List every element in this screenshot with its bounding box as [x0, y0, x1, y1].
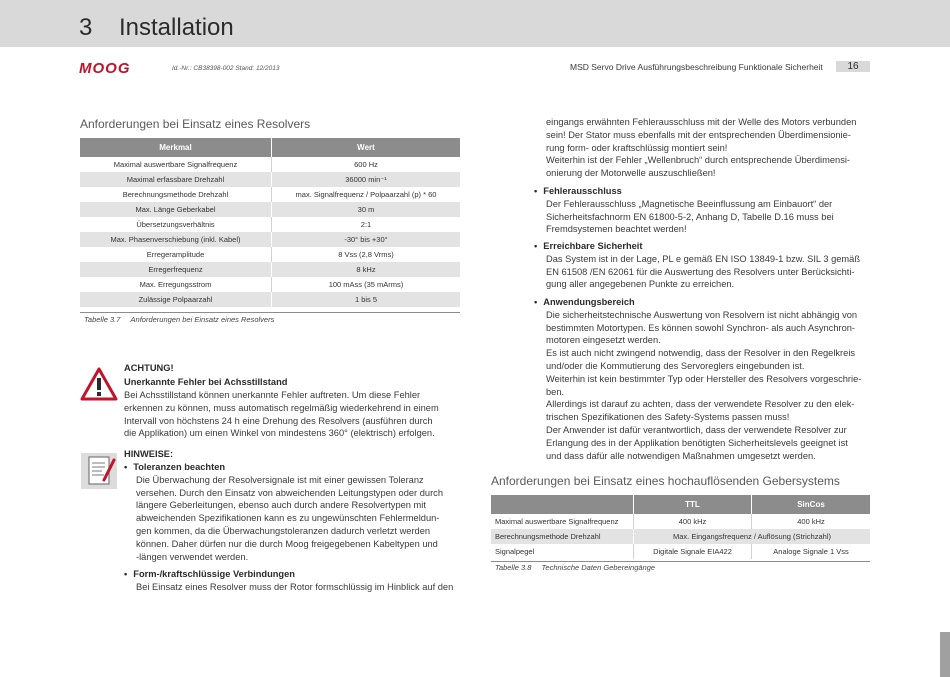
table-header-wert: Wert: [272, 138, 461, 157]
table-cell: 400 kHz: [752, 514, 871, 529]
table-row: [80, 187, 460, 202]
table-row: [80, 262, 460, 277]
text-line: Sicherheitsfachnorm EN 61800-5-2, Anhang D, Tabelle D.16 muss bei: [546, 211, 834, 222]
chapter-number: 3: [79, 14, 93, 41]
table-cell: 8 Vss (2,8 Vrms): [272, 247, 461, 262]
text-line: sein! Der Stator muss ebenfalls mit der entsprechenden Überdimensionie-: [546, 129, 851, 140]
table-row: [491, 529, 870, 544]
note-label: HINWEISE:: [124, 449, 174, 459]
bullet-item: [534, 185, 879, 236]
note-item: [124, 568, 469, 594]
table-cell: 8 kHz: [272, 262, 461, 277]
text-line: Erlangung des in der Applikation benötigten Sicherheitslevels geeignet ist: [546, 437, 848, 448]
table-cell: Max. Phasenverschiebung (inkl. Kabel): [80, 232, 272, 247]
bullet-dot: •: [124, 569, 128, 579]
text-line: erkennen zu können, muss automatisch regelmäßig wiederkehrend in einem: [124, 402, 439, 413]
encoder-section-heading: Anforderungen bei Einsatz eines hochauflösenden Gebersystems: [491, 474, 840, 488]
text-line: Der Anwender ist dafür verantwortlich, dass der verwendete Resolver zur: [546, 424, 847, 435]
bullet-item: [534, 240, 879, 291]
table-cell: 36000 min⁻¹: [272, 172, 461, 187]
caption-text: Anforderungen bei Einsatz eines Resolvers: [130, 315, 275, 324]
table-header-empty: [491, 495, 634, 514]
page-number: 16: [836, 61, 870, 72]
table-cell: 30 m: [272, 202, 461, 217]
text-line: und/oder die Kommutierung des Servoreglers eingebunden ist.: [546, 360, 805, 371]
bullet-body: [546, 253, 879, 291]
warning-title: Unerkannte Fehler bei Achsstillstand: [124, 377, 288, 387]
document-title: MSD Servo Drive Ausführungsbeschreibung Funktionale Sicherheit: [570, 62, 823, 72]
text-line: die Applikation) um einen Winkel von mindestens 360° (elektrisch) erfolgen.: [124, 428, 435, 439]
bullet-body: [546, 198, 879, 236]
table-row: [491, 514, 870, 529]
table-bottom-rule: [80, 312, 460, 313]
text-line: gen kommen, da die Überwachungstoleranzen dadurch verletzt werden: [136, 525, 431, 536]
table-cell: Übersetzungsverhältnis: [80, 217, 272, 232]
table-bottom-rule: [491, 561, 870, 562]
text-line: Die Überwachung der Resolversignale ist mit einer gewissen Toleranz: [136, 474, 424, 485]
chapter-title: Installation: [119, 14, 234, 41]
text-line: Weiterhin ist der Fehler „Wellenbruch“ durch entsprechende Überdimensi-: [546, 155, 851, 166]
text-line: versehen. Durch den Einsatz von abweichenden Leitungstypen oder durch: [136, 487, 443, 498]
table-row: [80, 292, 460, 307]
text-line: trischen Spezifikationen des Safety-Systems passen muss!: [546, 412, 790, 423]
text-line: längere Geberleitungen, ebenso auch durch andere Resolvertypen mit: [136, 500, 426, 511]
table-cell: 400 kHz: [634, 514, 752, 529]
text-line: können. Daher dürfen nur die durch Moog freigegebenen Kabeltypen und: [136, 538, 438, 549]
text-line: Der Fehlerausschluss „Magnetische Beeinflussung am Einbauort“ der: [546, 198, 833, 209]
text-line: ben.: [546, 386, 565, 397]
table-cell: 100 mAss (35 mArms): [272, 277, 461, 292]
warning-triangle-icon: [80, 367, 118, 401]
text-line: Es ist auch nicht zwingend notwendig, dass der Resolver in den Regelkreis: [546, 348, 856, 359]
moog-logo: MOOG: [79, 60, 131, 77]
table-cell: Maximal auswertbare Signalfrequenz: [491, 514, 634, 529]
intro-continuation: [546, 116, 876, 180]
text-line: bestimmten Motortypen. Es können sowohl Synchron- als auch Asynchron-: [546, 322, 856, 333]
table-cell: -30° bis +30°: [272, 232, 461, 247]
text-line: Die sicherheitstechnische Auswertung von Resolvern ist nicht abhängig von: [546, 309, 858, 320]
table-cell: 2:1: [272, 217, 461, 232]
table-row: [491, 544, 870, 559]
document-id: Id.-Nr.: CB38398-002 Stand: 12/2013: [172, 65, 280, 72]
text-line: rung form- oder kraftschlüssig montiert sein!: [546, 142, 728, 153]
text-line: abweichenden Spezifikationen kann es zu ungewünschten Fehlermeldun-: [136, 513, 440, 524]
table-cell: Max. Länge Geberkabel: [80, 202, 272, 217]
table-cell: 600 Hz: [272, 157, 461, 172]
warning-body: [124, 389, 469, 440]
chapter-side-tab: [940, 632, 950, 677]
bullet-dot: •: [124, 462, 128, 472]
note-item-title: Form-/kraftschlüssige Verbindungen: [133, 569, 295, 579]
table-cell: Max. Eingangsfrequenz / Auflösung (Strichzahl): [634, 529, 871, 544]
text-line: und dass dafür alle notwendigen Maßnahmen umgesetzt werden.: [546, 450, 816, 461]
table-cell: max. Signalfrequenz / Polpaarzahl (p) * 60: [272, 187, 461, 202]
table-cell: Erregeramplitude: [80, 247, 272, 262]
text-line: Das System ist in der Lage, PL e gemäß EN ISO 13849-1 bzw. SIL 3 gemäß: [546, 253, 861, 264]
text-line: onierung der Motorwelle auszuschließen!: [546, 168, 716, 179]
table-caption: [84, 315, 274, 324]
warning-label: ACHTUNG!: [124, 363, 174, 373]
table-cell: Max. Erregungsstrom: [80, 277, 272, 292]
table-cell: Berechnungsmethode Drehzahl: [491, 529, 634, 544]
bullet-dot: •: [534, 186, 538, 196]
table-cell: Maximal auswertbare Signalfrequenz: [80, 157, 272, 172]
note-item-title: Toleranzen beachten: [133, 462, 226, 472]
caption-number: Tabelle 3.7: [84, 315, 121, 324]
table-cell: Berechnungsmethode Drehzahl: [80, 187, 272, 202]
text-line: Intervall von höchstens 24 h eine Drehung des Resolvers (ausführen durch: [124, 415, 433, 426]
table-row: [80, 277, 460, 292]
bullet-item: [534, 296, 879, 462]
text-line: gung aller angegebenen Punkte zu erreichen.: [546, 279, 735, 290]
text-line: motoren eingesetzt werden.: [546, 335, 661, 346]
bullet-dot: •: [534, 297, 538, 307]
text-line: EN 61508 /EN 62061 für die Auswertung des Resolvers unter Berücksichti-: [546, 266, 855, 277]
text-line: Bei Achsstillstand können unerkannte Fehler auftreten. Um diese Fehler: [124, 390, 421, 400]
text-line: Bei Einsatz eines Resolver muss der Rotor formschlüssig im Hinblick auf den: [136, 581, 454, 592]
text-line: eingangs erwähnten Fehlerausschluss mit der Welle des Motors verbunden: [546, 117, 857, 127]
caption-number: Tabelle 3.8: [495, 563, 532, 572]
table-row: [80, 172, 460, 187]
table-row: [80, 202, 460, 217]
note-item: [124, 461, 469, 563]
bullet-title: Anwendungsbereich: [543, 297, 635, 307]
note-item-body: [136, 474, 469, 564]
table-row: [80, 217, 460, 232]
table-caption: [495, 563, 655, 572]
table-cell: Digitale Signale EIA422: [634, 544, 752, 559]
bullet-dot: •: [534, 241, 538, 251]
text-line: Fremdsystemen beachtet werden!: [546, 224, 687, 235]
bullet-title: Erreichbare Sicherheit: [543, 241, 643, 251]
table-cell: Erregerfrequenz: [80, 262, 272, 277]
bullet-body: [546, 309, 879, 463]
text-line: Allerdings ist darauf zu achten, dass der verwendete Resolver zu den elek-: [546, 399, 855, 410]
table-cell: Zulässige Polpaarzahl: [80, 292, 272, 307]
table-cell: Signalpegel: [491, 544, 634, 559]
resolver-requirements-table: [80, 138, 460, 307]
table-row: [80, 247, 460, 262]
encoder-data-table: [491, 495, 870, 559]
table-cell: Analoge Signale 1 Vss: [752, 544, 871, 559]
note-item-body: [136, 581, 469, 594]
table-row: [80, 157, 460, 172]
table-row: [80, 232, 460, 247]
note-icon: [80, 452, 118, 490]
resolver-section-heading: Anforderungen bei Einsatz eines Resolvers: [80, 117, 311, 131]
table-header-ttl: TTL: [634, 495, 752, 514]
table-cell: Maximal erfassbare Drehzahl: [80, 172, 272, 187]
table-header-sincos: SinCos: [752, 495, 871, 514]
caption-text: Technische Daten Gebereingänge: [541, 563, 656, 572]
text-line: Weiterhin ist kein bestimmter Typ oder Hersteller des Resolvers vorgeschrie-: [546, 373, 862, 384]
table-header-merkmal: Merkmal: [80, 138, 272, 157]
text-line: -längen verwendet werden.: [136, 551, 249, 562]
table-cell: 1 bis 5: [272, 292, 461, 307]
bullet-title: Fehlerausschluss: [543, 186, 622, 196]
